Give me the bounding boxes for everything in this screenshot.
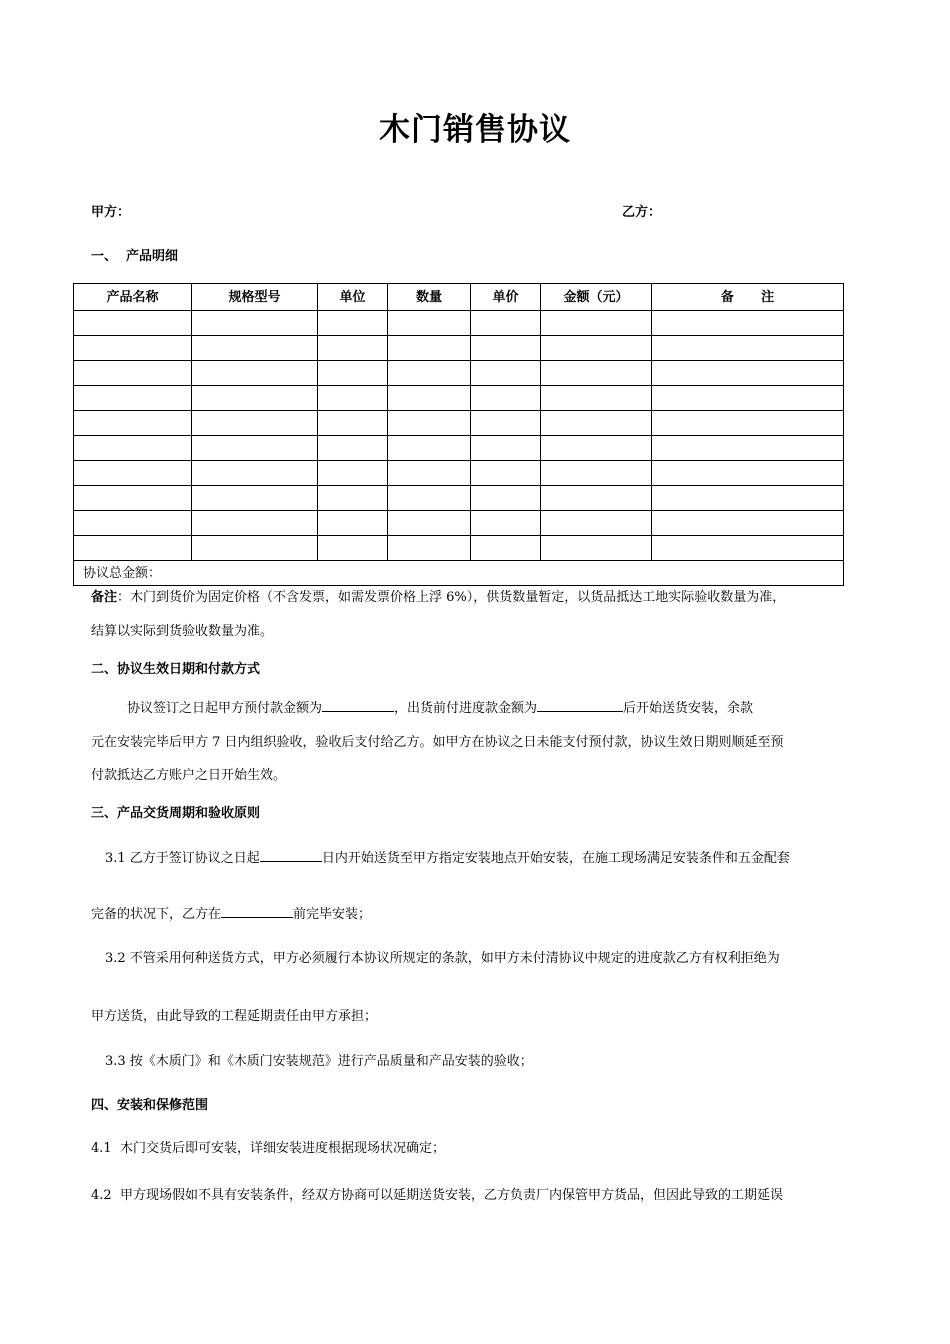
table-cell[interactable]	[652, 486, 844, 511]
table-row	[74, 386, 844, 411]
product-table	[73, 283, 844, 586]
table-cell[interactable]	[74, 361, 192, 386]
table-cell[interactable]	[318, 336, 388, 361]
table-cell[interactable]	[541, 411, 652, 436]
table-cell[interactable]	[541, 536, 652, 561]
table-cell[interactable]	[541, 461, 652, 486]
table-row	[74, 511, 844, 536]
clause-3-3: 3.3 按《木质门》和《木质门安装规范》进行产品质量和产品安装的验收；	[105, 1054, 533, 1069]
table-cell[interactable]	[388, 411, 471, 436]
table-cell[interactable]	[652, 361, 844, 386]
table-cell[interactable]	[471, 536, 541, 561]
table-header-row	[74, 284, 844, 311]
table-cell[interactable]	[388, 436, 471, 461]
clause-3-1-text-c: 完备的状况下，乙方在	[91, 907, 222, 922]
header-spec-model: 规格型号	[192, 284, 318, 311]
table-row	[74, 536, 844, 561]
table-cell[interactable]	[541, 311, 652, 336]
table-row	[74, 336, 844, 361]
table-cell[interactable]	[192, 411, 318, 436]
note-text: ：木门到货价为固定价格（不含发票，如需发票价格上浮 6%），供货数量暂定，以货品抵达工地实际验收数量为准，	[117, 590, 786, 605]
table-cell[interactable]	[192, 361, 318, 386]
table-cell[interactable]	[471, 386, 541, 411]
table-cell[interactable]	[74, 436, 192, 461]
table-cell[interactable]	[74, 536, 192, 561]
document-title: 木门销售协议	[379, 112, 571, 148]
header-amount: 金额（元）	[541, 284, 652, 311]
table-cell[interactable]	[652, 311, 844, 336]
table-cell[interactable]	[471, 461, 541, 486]
note-line-2: 结算以实际到货验收数量为准。	[91, 624, 274, 639]
party-a-label: 甲方：	[91, 205, 131, 220]
table-cell[interactable]	[471, 511, 541, 536]
table-row	[74, 461, 844, 486]
install-complete-date-blank[interactable]	[221, 904, 293, 918]
table-cell[interactable]	[388, 511, 471, 536]
table-cell[interactable]	[318, 311, 388, 336]
table-cell[interactable]	[388, 336, 471, 361]
table-cell[interactable]	[74, 386, 192, 411]
clause-3-1-text-b: 日内开始送货至甲方指定安装地点开始安装，在施工现场满足安装条件和五金配套	[321, 851, 790, 866]
table-cell[interactable]	[318, 361, 388, 386]
table-cell[interactable]	[388, 461, 471, 486]
table-cell[interactable]	[652, 386, 844, 411]
table-cell[interactable]	[192, 536, 318, 561]
table-cell[interactable]	[652, 536, 844, 561]
table-cell[interactable]	[471, 486, 541, 511]
table-cell[interactable]	[471, 436, 541, 461]
table-cell[interactable]	[471, 311, 541, 336]
table-cell[interactable]	[318, 461, 388, 486]
section2-para-line-1	[127, 697, 753, 716]
table-cell[interactable]	[74, 486, 192, 511]
table-cell[interactable]	[192, 486, 318, 511]
table-cell[interactable]	[192, 386, 318, 411]
table-cell[interactable]	[471, 411, 541, 436]
prepayment-blank[interactable]	[322, 698, 394, 712]
table-row	[74, 311, 844, 336]
table-cell[interactable]	[192, 311, 318, 336]
table-cell[interactable]	[318, 536, 388, 561]
header-unit: 单位	[318, 284, 388, 311]
table-cell[interactable]	[318, 486, 388, 511]
clause-3-2-line-2: 甲方送货，由此导致的工程延期责任由甲方承担；	[91, 1009, 378, 1024]
table-cell[interactable]	[388, 311, 471, 336]
note-label: 备注	[91, 590, 118, 605]
clause-4-2: 4.2 甲方现场假如不具有安装条件，经双方协商可以延期送货安装，乙方负责厂内保管甲方货品，但因此导致的工期延误	[91, 1188, 783, 1203]
table-cell[interactable]	[74, 336, 192, 361]
table-cell[interactable]	[318, 411, 388, 436]
table-cell[interactable]	[652, 411, 844, 436]
table-cell[interactable]	[388, 486, 471, 511]
table-cell[interactable]	[541, 361, 652, 386]
table-cell[interactable]	[74, 461, 192, 486]
section2-title: 二、协议生效日期和付款方式	[91, 662, 261, 677]
section2-para-line-2: 元在安装完毕后甲方 7 日内组织验收，验收后支付给乙方。如甲方在协议之日未能支付预付款，协议生效日期则顺延至预	[91, 735, 784, 750]
header-unit-price: 单价	[471, 284, 541, 311]
delivery-days-blank[interactable]	[260, 848, 322, 862]
table-cell[interactable]	[192, 511, 318, 536]
section2-para-line-3: 付款抵达乙方账户之日开始生效。	[91, 768, 287, 783]
table-cell[interactable]	[652, 336, 844, 361]
progress-payment-blank[interactable]	[537, 698, 623, 712]
table-cell[interactable]	[652, 436, 844, 461]
total-amount-label: 协议总金额：	[74, 561, 844, 586]
table-cell[interactable]	[318, 436, 388, 461]
section4-title: 四、安装和保修范围	[91, 1098, 209, 1113]
table-cell[interactable]	[318, 511, 388, 536]
table-row	[74, 436, 844, 461]
table-cell[interactable]	[388, 386, 471, 411]
prepayment-text: 协议签订之日起甲方预付款金额为	[127, 701, 323, 716]
table-cell[interactable]	[652, 511, 844, 536]
table-row	[74, 486, 844, 511]
balance-text: 后开始送货安装，余款	[623, 701, 754, 716]
table-row	[74, 361, 844, 386]
table-cell[interactable]	[541, 386, 652, 411]
note-line-1	[91, 586, 785, 605]
header-product-name: 产品名称	[74, 284, 192, 311]
table-cell[interactable]	[471, 361, 541, 386]
clause-3-1-line-2	[91, 903, 371, 922]
table-cell[interactable]	[192, 461, 318, 486]
table-row	[74, 411, 844, 436]
table-cell[interactable]	[652, 461, 844, 486]
table-cell[interactable]	[74, 511, 192, 536]
clause-3-2-line-1: 3.2 不管采用何种送货方式，甲方必须履行本协议所规定的条款，如甲方未付清协议中规定的进度款乙方有权利拒绝为	[105, 951, 780, 966]
table-cell[interactable]	[192, 336, 318, 361]
party-b-label: 乙方：	[622, 205, 662, 220]
table-cell[interactable]	[388, 536, 471, 561]
table-cell[interactable]	[541, 486, 652, 511]
header-quantity: 数量	[388, 284, 471, 311]
table-cell[interactable]	[318, 386, 388, 411]
table-cell[interactable]	[74, 411, 192, 436]
table-cell[interactable]	[192, 436, 318, 461]
clause-3-1-text-d: 前完毕安装；	[293, 907, 372, 922]
progress-payment-text: ，出货前付进度款金额为	[394, 701, 538, 716]
section1-title: 一、 产品明细	[91, 249, 179, 264]
table-cell[interactable]	[541, 511, 652, 536]
table-cell[interactable]	[541, 436, 652, 461]
table-cell[interactable]	[471, 336, 541, 361]
clause-3-1-line-1	[105, 847, 790, 866]
table-cell[interactable]	[541, 336, 652, 361]
table-cell[interactable]	[388, 361, 471, 386]
header-remarks: 备 注	[652, 284, 844, 311]
section3-title: 三、产品交货周期和验收原则	[91, 806, 261, 821]
table-total-row	[74, 561, 844, 586]
clause-3-1-text-a: 3.1 乙方于签订协议之日起	[105, 851, 260, 866]
clause-4-1: 4.1 木门交货后即可安装，详细安装进度根据现场状况确定；	[91, 1141, 445, 1156]
table-cell[interactable]	[74, 311, 192, 336]
